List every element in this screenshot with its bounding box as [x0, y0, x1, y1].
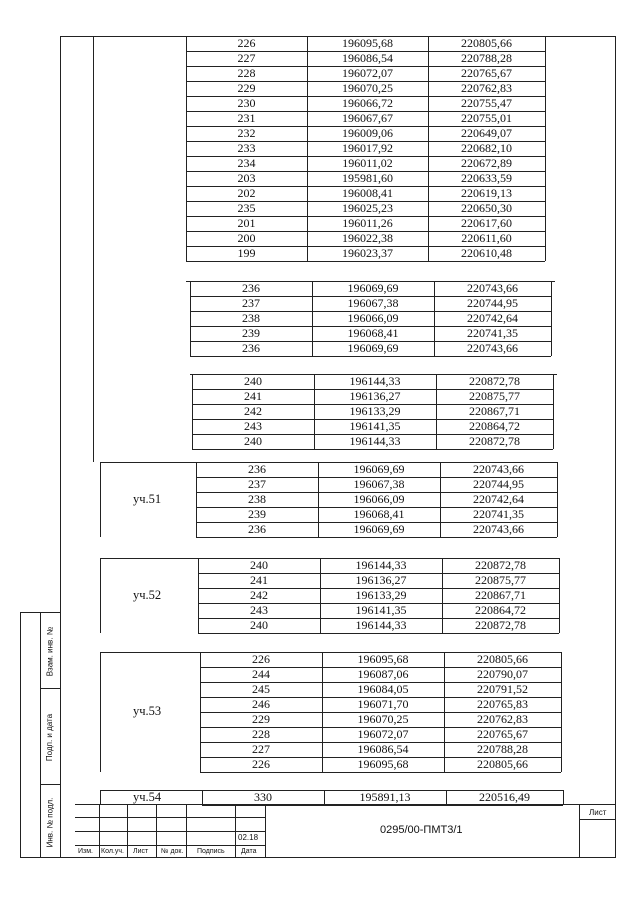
- coordinate-x: 196067,38: [347, 296, 399, 310]
- coordinate-y: 220872,78: [469, 434, 520, 448]
- coordinate-x: 196070,25: [357, 712, 409, 726]
- point-number: 238: [242, 311, 260, 325]
- coordinate-y: 220611,60: [461, 231, 512, 245]
- coordinate-x: 196066,09: [353, 492, 405, 506]
- coordinate-y: 220765,67: [477, 727, 528, 741]
- coordinate-x: 196095,68: [357, 757, 409, 771]
- point-number: 240: [244, 434, 262, 448]
- coordinate-x: 196017,92: [342, 141, 393, 155]
- point-number: 236: [242, 341, 260, 355]
- section-label: уч.53: [133, 704, 162, 718]
- coordinate-x: 196136,27: [349, 389, 401, 403]
- hdr-data: Дата: [241, 848, 257, 855]
- coordinate-y: 220788,28: [477, 742, 528, 756]
- hdr-izm: Изм.: [78, 848, 93, 855]
- coordinate-x: 196133,29: [355, 588, 407, 602]
- coordinate-y: 220791,52: [477, 682, 528, 696]
- coordinate-y: 220672,89: [461, 156, 512, 170]
- coordinate-y: 220762,83: [477, 712, 528, 726]
- coordinate-x: 196144,33: [349, 374, 401, 388]
- coordinate-y: 220867,71: [469, 404, 520, 418]
- point-number: 243: [244, 419, 262, 433]
- coordinate-x: 196071,70: [357, 697, 409, 711]
- point-number: 246: [252, 697, 270, 711]
- hdr-doc: № док.: [161, 848, 184, 855]
- coordinate-x: 196069,69: [347, 281, 399, 295]
- point-number: 230: [237, 96, 256, 110]
- point-number: 241: [250, 573, 268, 587]
- coordinate-y: 220744,95: [473, 477, 524, 491]
- point-number: 231: [237, 111, 256, 125]
- point-number: 234: [237, 156, 256, 170]
- coordinate-x: 196095,68: [357, 652, 409, 666]
- point-number: 238: [248, 492, 266, 506]
- coordinate-x: 196133,29: [349, 404, 401, 418]
- point-number: 201: [237, 216, 256, 230]
- point-number: 243: [250, 603, 268, 617]
- coordinate-y: 220742,64: [473, 492, 524, 506]
- coordinate-x: 196141,35: [355, 603, 407, 617]
- coordinate-y: 220872,78: [469, 374, 520, 388]
- coordinate-y: 220755,01: [461, 111, 512, 125]
- coordinate-x: 196008,41: [342, 186, 393, 200]
- coordinate-y: 220872,78: [475, 558, 526, 572]
- coordinate-x: 196067,38: [353, 477, 405, 491]
- point-number: 233: [237, 141, 256, 155]
- point-number: 227: [237, 51, 256, 65]
- coordinate-x: 196087,06: [357, 667, 409, 681]
- side-field-vzam: Взам. инв. №: [45, 626, 55, 676]
- coordinate-x: 196023,37: [342, 246, 393, 260]
- point-number: 330: [254, 790, 272, 804]
- coordinate-y: 220743,66: [467, 341, 518, 355]
- coordinate-y: 220633,59: [461, 171, 512, 185]
- coordinate-y: 220610,48: [461, 246, 512, 260]
- point-number: 236: [248, 522, 266, 536]
- coordinate-x: 196086,54: [357, 742, 409, 756]
- coordinate-x: 196144,33: [355, 558, 407, 572]
- coordinate-y: 220805,66: [477, 652, 528, 666]
- point-number: 237: [248, 477, 266, 491]
- title-block: [75, 804, 616, 858]
- coordinate-y: 220790,07: [477, 667, 528, 681]
- point-number: 228: [252, 727, 270, 741]
- point-number: 202: [237, 186, 256, 200]
- point-number: 235: [237, 201, 256, 215]
- coordinate-x: 196086,54: [342, 51, 393, 65]
- sheet-label: Лист: [589, 808, 607, 817]
- section-label: уч.52: [133, 587, 162, 602]
- coordinate-x: 196069,69: [353, 522, 405, 536]
- coordinate-x: 196069,69: [347, 341, 399, 355]
- coordinate-x: 196011,02: [342, 156, 393, 170]
- coordinate-x: 196144,33: [349, 434, 401, 448]
- coordinate-y: 220742,64: [467, 311, 518, 325]
- coordinate-x: 196066,72: [342, 96, 393, 110]
- coordinate-y: 220864,72: [469, 419, 520, 433]
- coordinate-y: 220741,35: [473, 507, 524, 521]
- coordinate-y: 220516,49: [479, 790, 530, 804]
- stamp-date: 02.18: [238, 833, 259, 842]
- point-number: 240: [244, 374, 262, 388]
- point-number: 227: [252, 742, 270, 756]
- document-code: 0295/00-ПМТ3/1: [380, 824, 463, 836]
- coordinate-y: 220617,60: [461, 216, 512, 230]
- point-number: 229: [237, 81, 256, 95]
- coordinate-x: 196067,67: [342, 111, 393, 125]
- coordinate-y: 220875,77: [475, 573, 526, 587]
- coordinate-y: 220743,66: [473, 462, 524, 476]
- coordinate-y: 220649,07: [461, 126, 512, 140]
- point-number: 200: [237, 231, 256, 245]
- hdr-podpis: Подпись: [197, 848, 225, 855]
- point-number: 203: [237, 171, 256, 185]
- point-number: 244: [252, 667, 270, 681]
- coordinate-x: 196069,69: [353, 462, 405, 476]
- coordinate-y: 220682,10: [461, 141, 512, 155]
- coordinate-y: 220741,35: [467, 326, 518, 340]
- coordinate-y: 220743,66: [467, 281, 518, 295]
- point-number: 236: [248, 462, 266, 476]
- coordinate-x: 196025,23: [342, 201, 393, 215]
- point-number: 199: [237, 246, 256, 260]
- point-number: 241: [244, 389, 262, 403]
- point-number: 237: [242, 296, 260, 310]
- point-number: 236: [242, 281, 260, 295]
- point-number: 240: [250, 618, 268, 632]
- point-number: 240: [250, 558, 268, 572]
- coordinate-y: 220743,66: [473, 522, 524, 536]
- coordinate-x: 196011,26: [342, 216, 393, 230]
- hdr-list: Лист: [133, 848, 149, 855]
- coordinate-y: 220755,47: [461, 96, 512, 110]
- side-field-podp: Подп. и дата: [45, 713, 55, 761]
- hdr-kol: Кол.уч.: [101, 848, 124, 855]
- coordinate-y: 220872,78: [475, 618, 526, 632]
- point-number: 239: [242, 326, 260, 340]
- coordinate-y: 220805,66: [477, 757, 528, 771]
- coordinate-x: 196072,07: [342, 66, 393, 80]
- side-field-inv: Инв. № подл.: [45, 797, 55, 847]
- coordinate-y: 220875,77: [469, 389, 520, 403]
- coordinate-y: 220864,72: [475, 603, 526, 617]
- point-number: 226: [252, 652, 270, 666]
- coordinate-x: 196009,06: [342, 126, 393, 140]
- point-number: 228: [237, 66, 256, 80]
- point-number: 226: [237, 36, 256, 50]
- coordinate-x: 196141,35: [349, 419, 401, 433]
- point-number: 242: [244, 404, 262, 418]
- point-number: 229: [252, 712, 270, 726]
- coordinate-y: 220788,28: [461, 51, 512, 65]
- coordinate-y: 220619,13: [461, 186, 512, 200]
- point-number: 245: [252, 682, 270, 696]
- coordinate-x: 196068,41: [347, 326, 399, 340]
- coordinate-x: 195891,13: [359, 790, 411, 804]
- section-label: уч.54: [133, 789, 162, 804]
- point-number: 232: [237, 126, 256, 140]
- coordinate-y: 220650,30: [461, 201, 512, 215]
- coordinate-y: 220805,66: [461, 36, 512, 50]
- point-number: 239: [248, 507, 266, 521]
- coordinate-x: 196084,05: [357, 682, 409, 696]
- coordinate-x: 195981,60: [342, 171, 393, 185]
- coordinate-x: 196022,38: [342, 231, 393, 245]
- coordinate-x: 196070,25: [342, 81, 393, 95]
- coordinate-y: 220867,71: [475, 588, 526, 602]
- point-number: 242: [250, 588, 268, 602]
- coordinate-y: 220765,83: [477, 697, 528, 711]
- section-label: уч.51: [133, 491, 162, 506]
- coordinate-y: 220765,67: [461, 66, 512, 80]
- coordinate-y: 220762,83: [461, 81, 512, 95]
- coordinate-x: 196072,07: [357, 727, 409, 741]
- coordinate-x: 196068,41: [353, 507, 405, 521]
- coordinate-y: 220744,95: [467, 296, 518, 310]
- coordinate-x: 196066,09: [347, 311, 399, 325]
- coordinate-x: 196095,68: [342, 36, 393, 50]
- point-number: 226: [252, 757, 270, 771]
- coordinate-x: 196144,33: [355, 618, 407, 632]
- coordinate-x: 196136,27: [355, 573, 407, 587]
